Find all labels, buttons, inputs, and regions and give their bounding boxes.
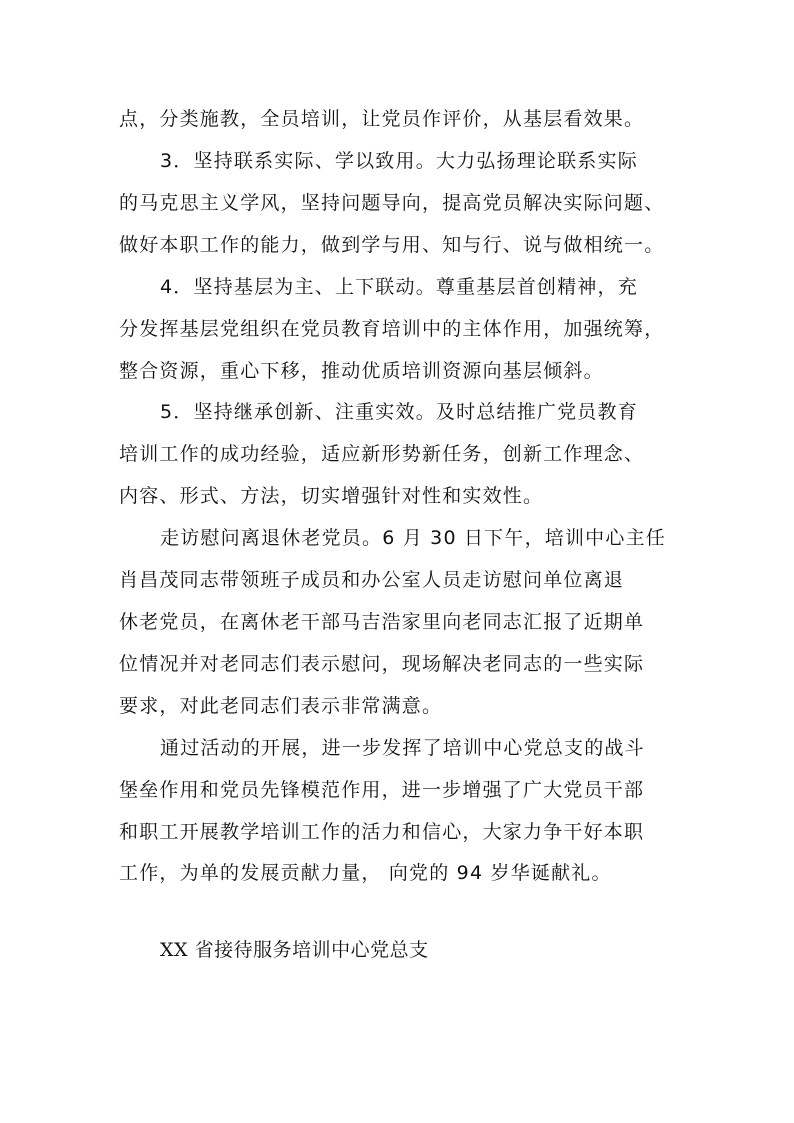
- text-line: 点，分类施教，全员培训，让党员作评价，从基层看效果。: [119, 108, 645, 130]
- text-line: 培训工作的成功经验，适应新形势新任务，创新工作理念、: [119, 443, 645, 465]
- text-line: 和职工开展教学培训工作的活力和信心，大家力争干好本职: [119, 821, 645, 843]
- text-line: 4．坚持基层为主、上下联动。尊重基层首创精神，充: [160, 276, 638, 298]
- text-line: 休老党员，在离休老干部马吉浩家里向老同志汇报了近期单: [119, 611, 645, 633]
- text-line: 位情况并对老同志们表示慰问，现场解决老同志的一些实际: [119, 653, 645, 675]
- text-line: 5．坚持继承创新、注重实效。及时总结推广党员教育: [160, 401, 638, 423]
- text-line: 肖昌茂同志带领班子成员和办公室人员走访慰问单位离退: [119, 569, 625, 591]
- text-line: 分发挥基层党组织在党员教育培训中的主体作用，加强统筹，: [119, 318, 665, 340]
- text-line: 堡垒作用和党员先锋模范作用，进一步增强了广大党员干部: [119, 779, 645, 801]
- text-line: 内容、形式、方法，切实增强针对性和实效性。: [119, 485, 544, 507]
- signature-line: XX 省接待服务培训中心党总支: [160, 939, 429, 961]
- text-line: 3．坚持联系实际、学以致用。大力弘扬理论联系实际: [160, 150, 638, 172]
- text-line: 做好本职工作的能力，做到学与用、知与行、说与做相统一。: [119, 234, 665, 256]
- text-line: 的马克思主义学风，坚持问题导向，提高党员解决实际问题、: [119, 192, 665, 214]
- text-line: 工作，为单的发展贡献力量， 向党的 94 岁华诞献礼。: [119, 862, 612, 884]
- text-line: 走访慰问离退休老党员。6 月 30 日下午，培训中心主任: [160, 527, 666, 549]
- text-line: 通过活动的开展，进一步发挥了培训中心党总支的战斗: [160, 737, 645, 759]
- text-line: 要求，对此老同志们表示非常满意。: [119, 695, 443, 717]
- text-line: 整合资源，重心下移，推动优质培训资源向基层倾斜。: [119, 360, 604, 382]
